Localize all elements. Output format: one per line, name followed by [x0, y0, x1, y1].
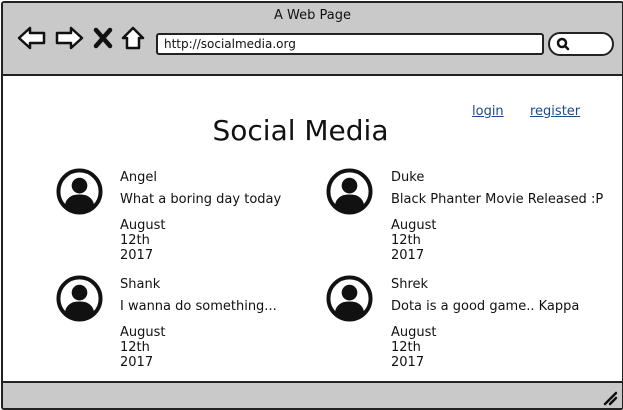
avatar-icon — [56, 168, 103, 215]
resize-grip-icon[interactable] — [602, 390, 618, 406]
post-date: August 12th 2017 — [120, 218, 166, 263]
post-date: August 12th 2017 — [391, 218, 437, 263]
post-message: Dota is a good game.. Kappa — [391, 299, 580, 314]
close-x-icon[interactable] — [93, 25, 113, 51]
search-box[interactable] — [548, 32, 614, 56]
page-content — [3, 76, 622, 381]
avatar-icon — [56, 275, 103, 322]
avatar-icon — [326, 275, 373, 322]
search-icon — [556, 37, 570, 51]
login-link[interactable]: login — [472, 104, 504, 119]
browser-toolbar — [3, 3, 622, 76]
register-link[interactable]: register — [530, 104, 581, 119]
post-message: What a boring day today — [120, 192, 282, 207]
page-title: Social Media — [212, 114, 389, 147]
window-title: A Web Page — [274, 8, 351, 23]
browser-window — [1, 1, 623, 410]
post-date: August 12th 2017 — [120, 325, 166, 370]
back-arrow-icon[interactable] — [17, 25, 47, 51]
address-bar[interactable]: http://socialmedia.org — [156, 33, 544, 55]
post-author: Duke — [391, 170, 425, 185]
post-author: Shank — [120, 277, 161, 292]
status-bar — [3, 381, 622, 408]
post-author: Shrek — [391, 277, 429, 292]
forward-arrow-icon[interactable] — [54, 25, 84, 51]
avatar-icon — [326, 168, 373, 215]
post-message: I wanna do something... — [120, 299, 277, 314]
post-message: Black Phanter Movie Released :P — [391, 192, 604, 207]
home-icon[interactable] — [120, 25, 146, 51]
post-author: Angel — [120, 170, 157, 185]
post-date: August 12th 2017 — [391, 325, 437, 370]
